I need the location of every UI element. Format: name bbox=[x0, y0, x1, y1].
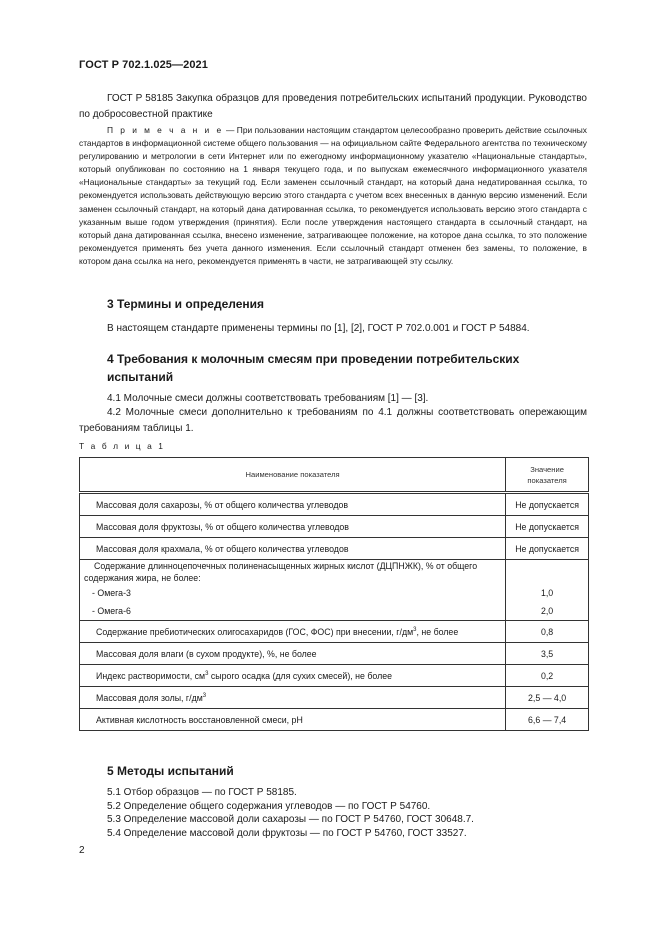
row-value: Не допускается bbox=[506, 493, 589, 516]
section-5-title: 5 Методы испытаний bbox=[107, 764, 234, 778]
subrow-value: 1,0 bbox=[506, 584, 589, 602]
subrow-name: - Омега-3 bbox=[80, 584, 506, 602]
table-caption: Т а б л и ц а 1 bbox=[79, 441, 166, 451]
superscript: 3 bbox=[413, 626, 417, 633]
clause-4-1: 4.1 Молочные смеси должны соответствовать требованиям [1] — [3]. bbox=[107, 393, 429, 404]
column-header-value: Значение показателя bbox=[506, 458, 589, 493]
section-4-title: 4 Требования к молочным смесям при проведении потребительских испытаний bbox=[107, 352, 520, 384]
note-text: — При пользовании настоящим стандартом целесообразно проверить действие ссылочных стандартов в информационной системе общего пользования — на официальном сайте Федерального агентства по техническому регулированию и метрологии в сети Интернет или по ежегодному информационному указателю «Национальные стандарты», который опубликован по состоянию на 1 января текущего года, и по выпускам ежемесячного информационного указателя «Национальные стандарты» за текущий год. Если заменен ссылочный стандарт, на который дана недатированная ссылка, то рекомендуется использовать действующую версию этого стандарта с учетом всех внесенных в данную версию изменений. Если заменен ссылочный стандарт, на который дана датированная ссылка, то рекомендуется использовать версию этого стандарта с указанным выше годом утверждения (принятия). Если после утверждения настоящего стандарта в ссылочный стандарт, на который дана датированная ссылка, внесено изменение, затрагивающее положение, на которое дана ссылка, то это положение рекомендуется применять без учета данного изменения. Если ссылочный стандарт отменен без замены, то положение, в котором дана ссылка на него, рекомендуется применять в части, не затрагивающей эту ссылку. bbox=[79, 125, 587, 266]
row-name bbox=[80, 687, 506, 709]
row-value: 2,5 — 4,0 bbox=[506, 687, 589, 709]
methods-list bbox=[107, 786, 474, 840]
row-name: Содержание длинноцепочечных полиненасыщенных жирных кислот (ДЦПНЖК), % от общего содержания жира, не более: bbox=[80, 560, 506, 585]
row-value: 0,8 bbox=[506, 621, 589, 643]
table-row bbox=[80, 687, 589, 709]
row-name: Массовая доля крахмала, % от общего количества углеводов bbox=[80, 538, 506, 560]
subrow-name: - Омега-6 bbox=[80, 602, 506, 621]
superscript: 3 bbox=[202, 692, 207, 699]
section-3-text: В настоящем стандарте применены термины по [1], [2], ГОСТ Р 702.0.001 и ГОСТ Р 54884. bbox=[107, 323, 530, 334]
row-name-suffix: сырого осадка (для сухих смесей), не более bbox=[208, 670, 393, 681]
method-item: 5.4 Определение массовой доли фруктозы — по ГОСТ Р 54760, ГОСТ 33527. bbox=[107, 827, 467, 839]
row-value: 6,6 — 7,4 bbox=[506, 709, 589, 731]
row-name: Массовая доля влаги (в сухом продукте), %, не более bbox=[80, 643, 506, 665]
method-item: 5.1 Отбор образцов — по ГОСТ Р 58185. bbox=[107, 787, 297, 798]
row-name-suffix: , не более bbox=[416, 626, 459, 637]
row-name-text: Индекс растворимости, см bbox=[96, 670, 206, 681]
note-paragraph bbox=[79, 124, 587, 268]
method-item: 5.3 Определение массовой доли сахарозы — по ГОСТ Р 54760, ГОСТ 30648.7. bbox=[107, 814, 474, 825]
clause-4-2: 4.2 Молочные смеси дополнительно к требованиям по 4.1 должны соответствовать опережающим требованиям таблицы 1. bbox=[79, 407, 587, 434]
superscript: 3 bbox=[205, 670, 209, 677]
row-name: Активная кислотность восстановленной смеси, pH bbox=[80, 709, 506, 731]
table-subrow-omega3 bbox=[80, 584, 589, 602]
table-row bbox=[80, 516, 589, 538]
row-name bbox=[80, 665, 506, 687]
table-subrow-omega6 bbox=[80, 602, 589, 621]
section-3-title: 3 Термины и определения bbox=[107, 297, 265, 311]
requirements-table bbox=[79, 457, 589, 731]
note-label: П р и м е ч а н и е bbox=[107, 125, 224, 135]
table-header-row bbox=[80, 458, 589, 493]
column-header-name: Наименование показателя bbox=[80, 458, 506, 493]
method-item: 5.2 Определение общего содержания углеводов — по ГОСТ Р 54760. bbox=[107, 800, 431, 812]
table-row bbox=[80, 493, 589, 516]
row-name: Массовая доля сахарозы, % от общего количества углеводов bbox=[80, 493, 506, 516]
table-row bbox=[80, 621, 589, 643]
document-header: ГОСТ Р 702.1.025—2021 bbox=[79, 59, 208, 71]
row-value: Не допускается bbox=[506, 516, 589, 538]
table-row-dhk bbox=[80, 560, 589, 585]
table-row bbox=[80, 665, 589, 687]
row-name: Массовая доля фруктозы, % от общего количества углеводов bbox=[80, 516, 506, 538]
table-row bbox=[80, 538, 589, 560]
row-value: 3,5 bbox=[506, 643, 589, 665]
row-value-empty bbox=[506, 560, 589, 585]
table-row bbox=[80, 709, 589, 731]
row-name-text: Содержание пребиотических олигосахаридов (ГОС, ФОС) при внесении, г/дм bbox=[96, 626, 414, 637]
row-value: 0,2 bbox=[506, 665, 589, 687]
table-row bbox=[80, 643, 589, 665]
subrow-value: 2,0 bbox=[506, 602, 589, 621]
row-value: Не допускается bbox=[506, 538, 589, 560]
reference-gost-58185: ГОСТ Р 58185 Закупка образцов для проведения потребительских испытаний продукции. Руководство по добросовестной практике bbox=[79, 93, 587, 120]
row-name-text: Массовая доля золы, г/дм bbox=[96, 692, 203, 703]
row-name bbox=[80, 621, 506, 643]
page-number: 2 bbox=[79, 845, 85, 856]
